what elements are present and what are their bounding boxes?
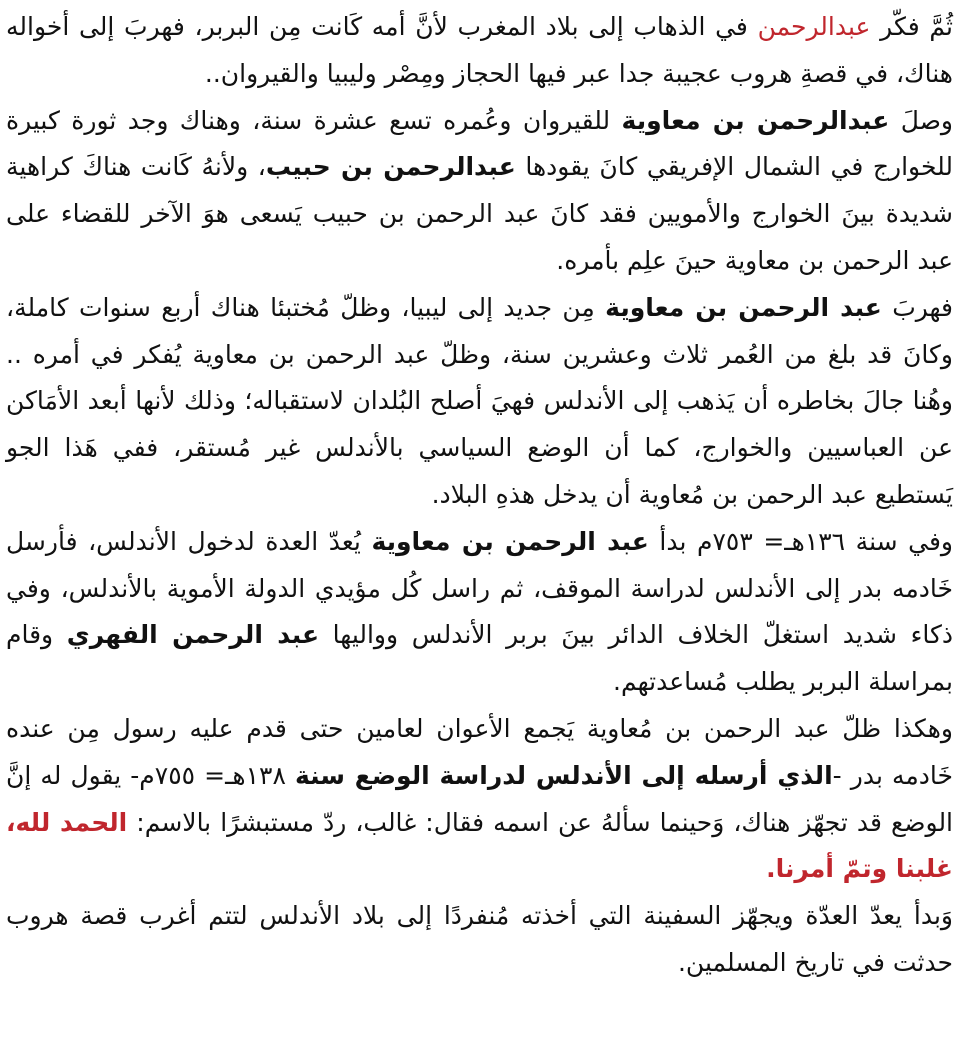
paragraph-1 <box>6 4 953 98</box>
paragraph-5 <box>6 706 953 893</box>
bold-phrase: الذي أرسله إلى الأندلس لدراسة الوضع سنة <box>295 760 833 790</box>
text-segment: وصلَ <box>889 105 953 135</box>
paragraph-3 <box>6 285 953 519</box>
text-segment: وقام بمراسلة البربر يطلب مُساعدتهم. <box>6 620 953 697</box>
bold-name: عبد الرحمن الفهري <box>66 620 320 650</box>
bold-name: عبد الرحمن بن معاوية <box>371 526 649 556</box>
paragraph-6 <box>6 893 953 987</box>
paragraph-4 <box>6 519 953 706</box>
text-segment: يُعدّ العدة لدخول الأندلس، فأرسل خَادمه بدر إلى الأندلس لدراسة الموقف، ثم راسل كُل مؤيدي الدولة الأموية بالأندلس، وفي ذكاء شديد استغلّ الخلاف الدائر بينَ بربر الأندلس وواليها <box>6 526 953 650</box>
highlighted-quote: الحمد لله، غلبنا وتمّ أمرنا. <box>6 807 953 884</box>
bold-name: عبد الرحمن بن معاوية <box>605 292 882 322</box>
text-segment: وهكذا ظلّ عبد الرحمن بن مُعاوية يَجمع الأعوان لعامين حتى قدم عليه رسول مِن عنده خَادمه بدر - <box>6 713 953 790</box>
text-segment: ١٣٨هـ= ٧٥٥م- يقول له إنَّ الوضع قد تجهّز هناك، وَحينما سألهُ عن اسمه فقال: غالب، ردّ مستبشرًا بالاسم: <box>6 760 954 837</box>
bold-name: عبدالرحمن بن معاوية <box>621 105 890 135</box>
text-segment: في الذهاب إلى بلاد المغرب لأنَّ أمه كَانت مِن البربر، فهربَ إلى أخواله هناك، في قصةِ هروب عجيبة جدا عبر فيها الحجاز ومِصْر وليبيا والقيروان.. <box>6 12 953 88</box>
text-segment: ، ولأنهُ كَانت هناكَ كراهية شديدة بينَ الخوارج والأمويين فقد كانَ عبد الرحمن بن حبيب يَسعى هوَ الآخر للقضاء على عبد الرحمن بن معاوية حينَ علِم بأمره. <box>6 152 953 275</box>
text-segment: للقيروان وعُمره تسع عشرة سنة، وهناك وجد ثورة كبيرة للخوارج في الشمال الإفريقي كانَ يقودها <box>6 105 953 182</box>
text-segment: ثُمَّ فكّر <box>870 12 953 41</box>
highlighted-name: عبدالرحمن <box>757 12 871 41</box>
text-segment: وفي سنة ١٣٦هـ= ٧٥٣م بدأ <box>648 526 954 556</box>
text-segment: وَبدأ يعدّ العدّة ويجهّز السفينة التي أخذته مُنفردًا إلى بلاد الأندلس لتتم أغرب قصة هروب حدثت في تاريخ المسلمين. <box>6 901 953 977</box>
text-segment: فهربَ <box>881 292 954 322</box>
bold-name: عبدالرحمن بن حبيب <box>265 152 516 182</box>
text-segment: مِن جديد إلى ليبيا، وظلّ مُختبئا هناك أربع سنوات كاملة، وكانَ قد بلغ من العُمر ثلاث وعشرين سنة، وظلّ عبد الرحمن بن معاوية يُفكر في أمره .. وهُنا جالَ بخاطره أن يَذهب إلى الأندلس فهيَ أصلح البُلدان لاستقباله؛ وذلك لأنها أبعد الأمَاكن عن العباسيين والخوارج، كما أن الوضع السياسي بالأندلس غير مُستقر، ففي هَذا الجو يَستطيع عبد الرحمن بن مُعاوية أن يدخل هذهِ البلاد. <box>6 292 953 509</box>
paragraph-2 <box>6 98 953 285</box>
